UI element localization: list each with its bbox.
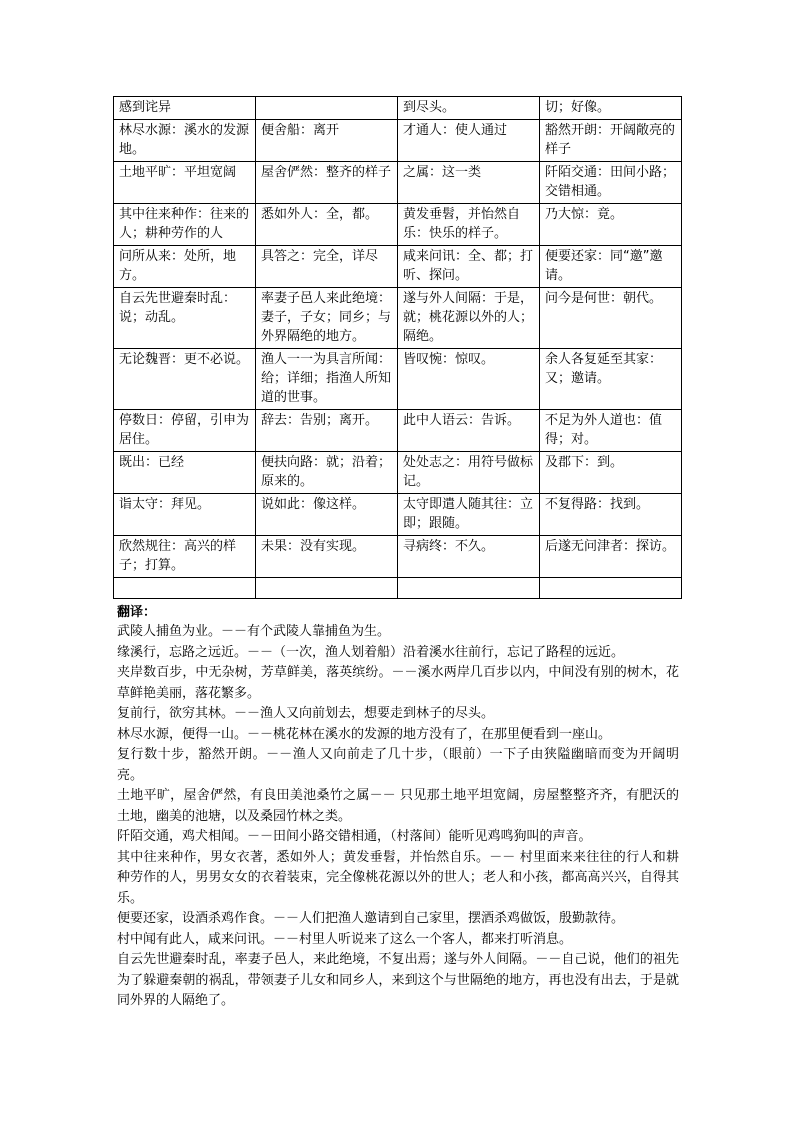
table-cell: 率妻子邑人来此绝境：妻子，子女；同乡；与外界隔绝的地方。 bbox=[256, 288, 398, 349]
glossary-table bbox=[113, 96, 682, 599]
table-cell: 黄发垂髫，并怡然自乐：快乐的样子。 bbox=[398, 204, 540, 246]
table-row bbox=[114, 349, 682, 410]
table-cell: 乃大惊：竟。 bbox=[540, 204, 682, 246]
table-cell: 渔人一一为具言所闻：给；详细；指渔人所知道的世事。 bbox=[256, 349, 398, 410]
translation-paragraph: 其中往来种作，男女衣著，悉如外人；黄发垂髫，并怡然自乐。－－ 村里面来来往往的行人和耕种劳作的人，男男女女的衣着装束，完全像桃花源以外的世人；老人和小孩，都高高兴兴，自得其乐。 bbox=[117, 849, 679, 906]
table-cell: 才通人：使人通过 bbox=[398, 120, 540, 162]
table-row bbox=[114, 494, 682, 536]
translation-paragraph: 阡陌交通，鸡犬相闻。－－田间小路交错相通，（村落间）能听见鸡鸣狗叫的声音。 bbox=[117, 829, 592, 844]
table-cell: 便扶向路：就；沿着；原来的。 bbox=[256, 452, 398, 494]
table-cell: 寻病终：不久。 bbox=[398, 536, 540, 578]
table-cell bbox=[256, 578, 398, 599]
table-cell: 皆叹惋：惊叹。 bbox=[398, 349, 540, 410]
table-row bbox=[114, 288, 682, 349]
table-cell: 欣然规往：高兴的样子；打算。 bbox=[114, 536, 256, 578]
table-row bbox=[114, 452, 682, 494]
translation-paragraph: 武陵人捕鱼为业。－－有个武陵人靠捕鱼为生。 bbox=[117, 624, 391, 639]
table-cell: 太守即遣人随其往：立即；跟随。 bbox=[398, 494, 540, 536]
table-cell: 豁然开朗：开阔敞亮的样子 bbox=[540, 120, 682, 162]
table-cell: 不复得路：找到。 bbox=[540, 494, 682, 536]
table-row bbox=[114, 536, 682, 578]
table-cell bbox=[256, 97, 398, 120]
table-cell: 阡陌交通：田间小路；交错相通。 bbox=[540, 162, 682, 204]
table-cell: 林尽水源：溪水的发源地。 bbox=[114, 120, 256, 162]
translation-section bbox=[117, 604, 679, 1012]
table-cell: 问所从来：处所，地方。 bbox=[114, 246, 256, 288]
table-cell: 无论魏晋：更不必说。 bbox=[114, 349, 256, 410]
table-cell: 具答之：完全，详尽 bbox=[256, 246, 398, 288]
translation-paragraph: 村中闻有此人，咸来问讯。－－村里人听说来了这么一个客人，都来打听消息。 bbox=[117, 931, 573, 947]
table-cell: 其中往来种作：往来的人；耕种劳作的人 bbox=[114, 204, 256, 246]
table-cell: 自云先世避秦时乱：说；动乱。 bbox=[114, 288, 256, 349]
table-cell: 悉如外人：全，都。 bbox=[256, 204, 398, 246]
table-row bbox=[114, 204, 682, 246]
table-cell: 屋舍俨然：整齐的样子 bbox=[256, 162, 398, 204]
table-cell: 问今是何世：朝代。 bbox=[540, 288, 682, 349]
table-cell: 说如此：像这样。 bbox=[256, 494, 398, 536]
table-cell: 余人各复延至其家：又；邀请。 bbox=[540, 349, 682, 410]
translation-body bbox=[117, 622, 679, 1012]
translation-heading: 翻译： bbox=[117, 605, 157, 620]
table-cell bbox=[114, 578, 256, 599]
table-cell: 便舍船：离开 bbox=[256, 120, 398, 162]
table-cell bbox=[540, 578, 682, 599]
table-row bbox=[114, 162, 682, 204]
table-row bbox=[114, 120, 682, 162]
table-cell: 切；好像。 bbox=[540, 97, 682, 120]
table-cell: 辞去：告别；离开。 bbox=[256, 410, 398, 452]
translation-paragraph: 便要还家，设酒杀鸡作食。－－人们把渔人邀请到自己家里，摆酒杀鸡做饭，殷勤款待。 bbox=[117, 911, 625, 926]
table-cell: 后遂无问津者：探访。 bbox=[540, 536, 682, 578]
table-row bbox=[114, 410, 682, 452]
table-cell: 停数日：停留，引申为居住。 bbox=[114, 410, 256, 452]
table-cell: 便要还家：同“邀”邀请。 bbox=[540, 246, 682, 288]
table-cell: 既出：已经 bbox=[114, 452, 256, 494]
table-cell: 之属：这一类 bbox=[398, 162, 540, 204]
translation-paragraph: 复行数十步，豁然开朗。－－渔人又向前走了几十步，（眼前）一下子由狭隘幽暗而变为开阔明亮。 bbox=[117, 747, 679, 783]
translation-paragraph: 土地平旷，屋舍俨然，有良田美池桑竹之属－－ 只见那土地平坦宽阔，房屋整整齐齐，有肥沃的土地，幽美的池塘，以及桑园竹林之类。 bbox=[117, 788, 679, 824]
table-row bbox=[114, 578, 682, 599]
table-cell: 咸来问讯：全、都；打听、探问。 bbox=[398, 246, 540, 288]
translation-paragraph: 林尽水源，便得一山。－－桃花林在溪水的发源的地方没有了，在那里便看到一座山。 bbox=[117, 726, 612, 742]
table-cell: 土地平旷：平坦宽阔 bbox=[114, 162, 256, 204]
translation-paragraph: 自云先世避秦时乱，率妻子邑人，来此绝境，不复出焉；遂与外人间隔。－－自己说，他们的祖先为了躲避秦朝的祸乱，带领妻子儿女和同乡人，来到这个与世隔绝的地方，再也没有出去，于是就同外界的人隔绝了。 bbox=[117, 952, 679, 1008]
table-cell: 不足为外人道也：值得；对。 bbox=[540, 410, 682, 452]
table-cell: 此中人语云：告诉。 bbox=[398, 410, 540, 452]
table-cell: 到尽头。 bbox=[398, 97, 540, 120]
table-cell: 处处志之：用符号做标记。 bbox=[398, 452, 540, 494]
translation-paragraph: 夹岸数百步，中无杂树，芳草鲜美，落英缤纷。－－溪水两岸几百步以内，中间没有别的树木，花草鲜艳美丽，落花繁多。 bbox=[117, 665, 679, 701]
translation-paragraph: 复前行，欲穷其林。－－渔人又向前划去，想要走到林子的尽头。 bbox=[117, 706, 495, 721]
table-cell: 诣太守：拜见。 bbox=[114, 494, 256, 536]
table-row bbox=[114, 246, 682, 288]
table-cell: 及郡下：到。 bbox=[540, 452, 682, 494]
table-cell: 未果：没有实现。 bbox=[256, 536, 398, 578]
table-cell: 感到诧异 bbox=[114, 97, 256, 120]
table-row bbox=[114, 97, 682, 120]
table-cell: 遂与外人间隔：于是，就；桃花源以外的人；隔绝。 bbox=[398, 288, 540, 349]
glossary-table-body bbox=[114, 97, 682, 599]
translation-paragraph: 缘溪行，忘路之远近。－－（一次，渔人划着船）沿着溪水往前行，忘记了路程的远近。 bbox=[117, 644, 625, 660]
table-cell bbox=[398, 578, 540, 599]
